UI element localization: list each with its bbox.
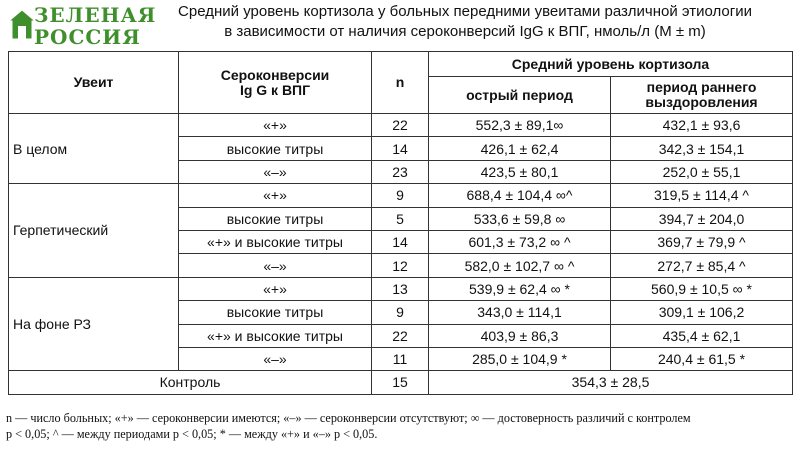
recovery-value-cell: 342,3 ± 154,1 bbox=[611, 137, 793, 160]
footnote-line1: n — число больных; «+» — сероконверсии имеются; «–» — сероконверсии отсутствуют; ∞ — достоверность различий с контролем bbox=[6, 411, 691, 425]
group-name-cell: Герпетический bbox=[9, 184, 179, 278]
n-cell: 22 bbox=[372, 114, 429, 137]
acute-value-cell: 688,4 ± 104,4 ∞^ bbox=[429, 184, 611, 207]
cortisol-table bbox=[8, 51, 793, 395]
n-cell: 5 bbox=[372, 207, 429, 230]
acute-value-cell: 533,6 ± 59,8 ∞ bbox=[429, 207, 611, 230]
n-cell: 14 bbox=[372, 137, 429, 160]
header-cortisol: Средний уровень кортизола bbox=[429, 52, 793, 77]
header-n: n bbox=[372, 52, 429, 114]
control-value-cell: 354,3 ± 28,5 bbox=[429, 371, 793, 394]
n-cell: 12 bbox=[372, 254, 429, 277]
acute-value-cell: 426,1 ± 62,4 bbox=[429, 137, 611, 160]
recovery-value-cell: 369,7 ± 79,9 ^ bbox=[611, 230, 793, 253]
table-title bbox=[140, 2, 790, 42]
recovery-value-cell: 272,7 ± 85,4 ^ bbox=[611, 254, 793, 277]
control-n-cell: 15 bbox=[372, 371, 429, 394]
table-body bbox=[9, 114, 793, 395]
n-cell: 13 bbox=[372, 277, 429, 300]
serokonversii-cell: «–» bbox=[179, 160, 372, 183]
acute-value-cell: 285,0 ± 104,9 * bbox=[429, 347, 611, 370]
header-recovery-line2: выздоровления bbox=[645, 94, 758, 110]
recovery-value-cell: 240,4 ± 61,5 * bbox=[611, 347, 793, 370]
recovery-value-cell: 432,1 ± 93,6 bbox=[611, 114, 793, 137]
serokonversii-cell: высокие титры bbox=[179, 207, 372, 230]
n-cell: 14 bbox=[372, 230, 429, 253]
logo-text-line1: ЗЕЛЕНАЯ bbox=[34, 3, 157, 27]
header-serokonversii-line1: Сероконверсии bbox=[220, 66, 330, 83]
group-name-cell: На фоне РЗ bbox=[9, 277, 179, 371]
header-serokonversii bbox=[179, 52, 372, 114]
serokonversii-cell: «+» и высокие титры bbox=[179, 324, 372, 347]
header-recovery-line1: период раннего bbox=[646, 79, 757, 95]
header-uveit: Увеит bbox=[9, 52, 179, 114]
serokonversii-cell: «+» и высокие титры bbox=[179, 230, 372, 253]
acute-value-cell: 539,9 ± 62,4 ∞ * bbox=[429, 277, 611, 300]
n-cell: 9 bbox=[372, 184, 429, 207]
logo-text-line2: РОССИЯ bbox=[34, 25, 141, 49]
serokonversii-cell: «+» bbox=[179, 277, 372, 300]
n-cell: 11 bbox=[372, 347, 429, 370]
recovery-value-cell: 560,9 ± 10,5 ∞ * bbox=[611, 277, 793, 300]
house-logo-icon bbox=[8, 9, 36, 41]
serokonversii-cell: «+» bbox=[179, 114, 372, 137]
n-cell: 23 bbox=[372, 160, 429, 183]
table-title-line1: Средний уровень кортизола у больных передними увеитами различной этиологии bbox=[178, 3, 752, 20]
recovery-value-cell: 309,1 ± 106,2 bbox=[611, 301, 793, 324]
header-row bbox=[9, 52, 793, 77]
acute-value-cell: 343,0 ± 114,1 bbox=[429, 301, 611, 324]
footnote-line2: p < 0,05; ^ — между периодами p < 0,05; * — между «+» и «–» p < 0,05. bbox=[6, 427, 378, 441]
header-serokonversii-line2: Ig G к ВПГ bbox=[239, 81, 311, 98]
acute-value-cell: 582,0 ± 102,7 ∞ ^ bbox=[429, 254, 611, 277]
control-label-cell: Контроль bbox=[9, 371, 372, 394]
acute-value-cell: 423,5 ± 80,1 bbox=[429, 160, 611, 183]
header-recovery bbox=[611, 77, 793, 114]
table-footnote bbox=[6, 410, 796, 442]
control-row bbox=[9, 371, 793, 394]
acute-value-cell: 601,3 ± 73,2 ∞ ^ bbox=[429, 230, 611, 253]
table-row bbox=[9, 114, 793, 137]
serokonversii-cell: «+» bbox=[179, 184, 372, 207]
serokonversii-cell: «–» bbox=[179, 254, 372, 277]
logo bbox=[8, 3, 157, 49]
recovery-value-cell: 252,0 ± 55,1 bbox=[611, 160, 793, 183]
serokonversii-cell: высокие титры bbox=[179, 137, 372, 160]
acute-value-cell: 403,9 ± 86,3 bbox=[429, 324, 611, 347]
n-cell: 9 bbox=[372, 301, 429, 324]
header-acute: острый период bbox=[429, 77, 611, 114]
table-title-line2: в зависимости от наличия сероконверсий IgG к ВПГ, нмоль/л (M ± m) bbox=[224, 23, 706, 40]
recovery-value-cell: 435,4 ± 62,1 bbox=[611, 324, 793, 347]
serokonversii-cell: высокие титры bbox=[179, 301, 372, 324]
n-cell: 22 bbox=[372, 324, 429, 347]
recovery-value-cell: 319,5 ± 114,4 ^ bbox=[611, 184, 793, 207]
acute-value-cell: 552,3 ± 89,1∞ bbox=[429, 114, 611, 137]
serokonversii-cell: «–» bbox=[179, 347, 372, 370]
table-row bbox=[9, 277, 793, 300]
recovery-value-cell: 394,7 ± 204,0 bbox=[611, 207, 793, 230]
group-name-cell: В целом bbox=[9, 114, 179, 184]
table-row bbox=[9, 184, 793, 207]
